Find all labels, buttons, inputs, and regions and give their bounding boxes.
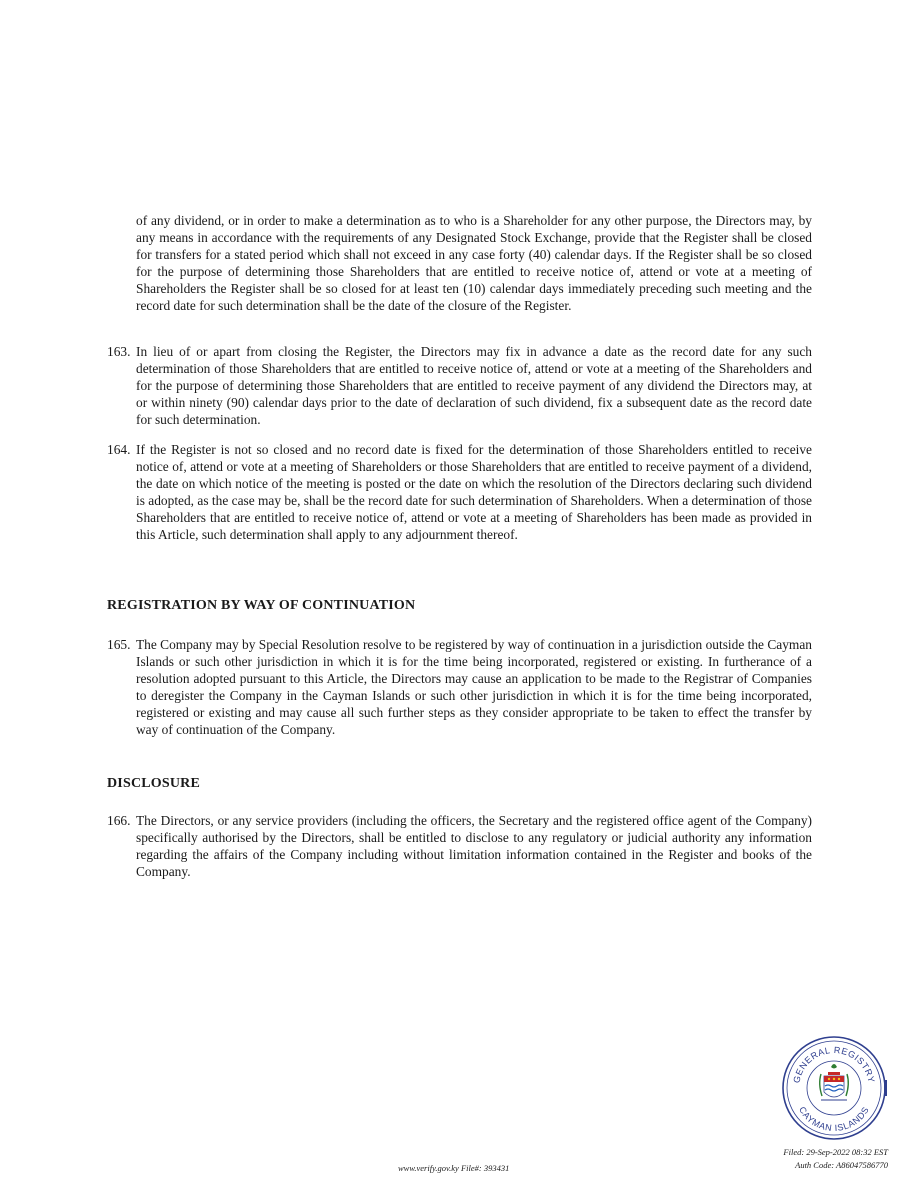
article-number: 164. [107,442,131,457]
filed-date: Filed: 29-Sep-2022 08:32 EST [783,1147,888,1157]
article-number: 166. [107,813,131,828]
coat-of-arms-icon [820,1064,849,1100]
article-164 [107,441,812,543]
footer-verification-url: www.verify.gov.ky File#: 393431 [398,1163,510,1173]
article-163 [107,343,812,428]
article-text: In lieu of or apart from closing the Register, the Directors may fix in advance a date as the record date for any such determination of those Shareholders that are entitled to receive notice of, attend or vote at a meeting of the Shareholders and for the purpose of determining those Shareholders that are entitled to receive payment of any dividend the Directors may, at or within ninety (90) calendar days prior to the date of declaration of such dividend, fix a subsequent date as the record date for such determination. [136,344,812,428]
article-text: The Directors, or any service providers (including the officers, the Secretary and the registered office agent of the Company) specifically authorised by the Directors, shall be entitled to disclose to any regulatory or judicial authority any information regarding the affairs of the Company including without limitation information contained in the Register and books of the Company. [136,813,812,880]
seal-bottom-text: CAYMAN ISLANDS [797,1104,871,1134]
seal-top-text: GENERAL REGISTRY [791,1044,877,1084]
auth-code: Auth Code: A86047586770 [795,1160,888,1170]
filing-stamp [783,1146,888,1172]
heading-disclosure: DISCLOSURE [107,776,201,791]
continuation-paragraph: of any dividend, or in order to make a determination as to who is a Shareholder for any other purpose, the Directors may, by any means in accordance with the requirements of any Designated Stock Exchange, provide that the Register shall be closed for transfers for a stated period which shall not exceed in any case forty (40) calendar days. If the Register shall be so closed for the purpose of determining those Shareholders that are entitled to receive notice of, attend or vote at a meeting of Shareholders the Register shall be so closed for at least ten (10) calendar days immediately preceding such meeting and the record date for such determination shall be the date of the closure of the Register. [136,213,812,314]
article-166 [107,812,812,880]
heading-registration-by-continuation: REGISTRATION BY WAY OF CONTINUATION [107,598,416,613]
article-number: 165. [107,637,131,652]
article-text: If the Register is not so closed and no record date is fixed for the determination of those Shareholders entitled to receive notice of, attend or vote at a meeting of Shareholders or those Shareholders that are entitled to receive payment of a dividend, the date on which notice of the meeting is posted or the date on which the resolution of the Directors declaring such dividend is adopted, as the case may be, shall be the record date for such determination of Shareholders. When a determination of those Shareholders that are entitled to receive notice of, attend or vote at a meeting of Shareholders has been made as provided in this Article, such determination shall apply to any adjournment thereof. [136,442,812,543]
article-number: 163. [107,344,131,359]
general-registry-seal-icon [781,1034,887,1142]
article-165 [107,636,812,738]
svg-text:CAYMAN ISLANDS [797,1105,871,1133]
article-text: The Company may by Special Resolution resolve to be registered by way of continuation in a jurisdiction outside the Cayman Islands or such other jurisdiction in which it is for the time being incorporated, registered or existing. In furtherance of a resolution adopted pursuant to this Article, the Directors may cause an application to be made to the Registrar of Companies to deregister the Company in the Cayman Islands or such other jurisdiction in which it is for the time being incorporated, registered or existing and may cause all such further steps as they consider appropriate to be taken to effect the transfer by way of continuation of the Company. [136,637,812,738]
